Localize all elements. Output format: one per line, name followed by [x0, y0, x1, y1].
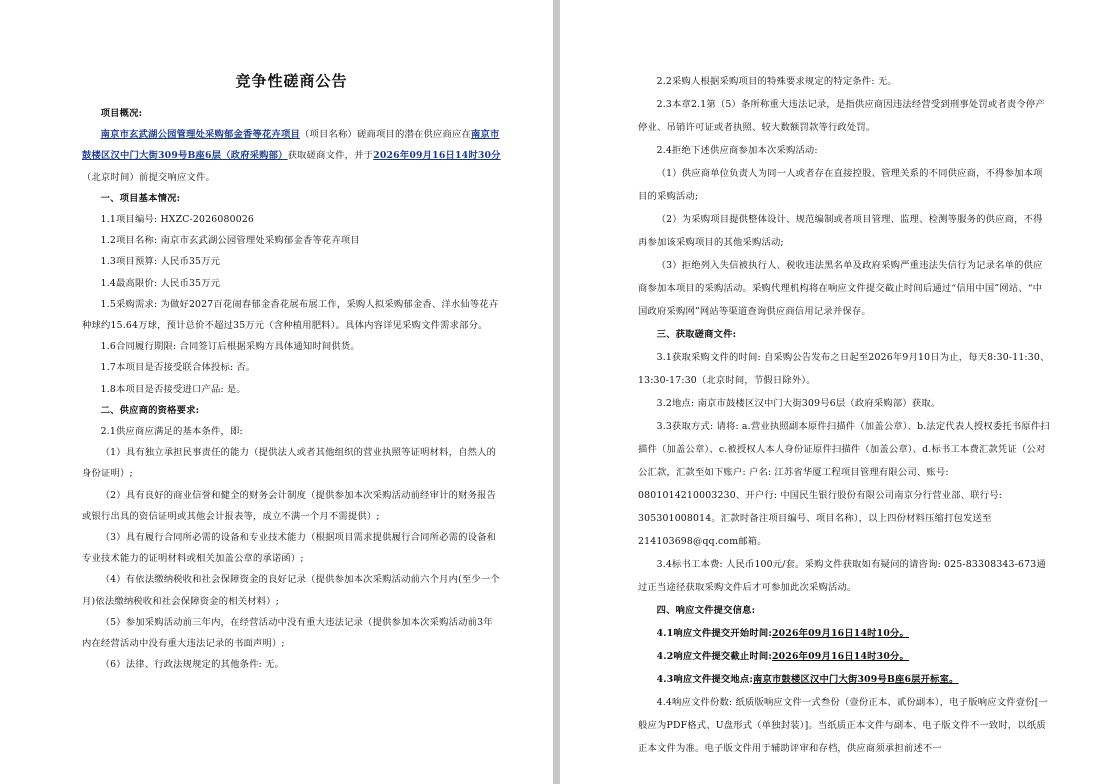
item-4-1-value: 2026年09月16日14时10分。	[771, 628, 909, 639]
item-2-1-6: （6）法律、行政法规规定的其他条件: 无。	[100, 659, 285, 671]
item-2-4-2: （2）为采购项目提供整体设计、规范编制或者项目管理、监理、检测等服务的供应商，不得再参加该采购项目的其他采购活动;	[638, 214, 1043, 248]
item-1-1: 1.1项目编号: HXZC-2026080026	[100, 214, 255, 226]
item-1-8: 1.8本项目是否接受进口产品: 是。	[100, 383, 246, 395]
section-2-heading: 二、供应商的资格要求:	[100, 404, 200, 416]
item-4-2	[638, 645, 1051, 668]
item-3-2: 3.2地点: 南京市鼓楼区汉中门大街309号6层（政府采购部）获取。	[656, 398, 941, 409]
item-1-4: 1.4最高限价: 人民币35万元	[100, 277, 221, 289]
item-4-1-label: 4.1响应文件提交开始时间:	[656, 628, 772, 639]
acquire-address: 南京市鼓楼区汉中门大街309号B座6层（政府采购部）	[82, 129, 500, 162]
item-1-7: 1.7本项目是否接受联合体投标: 否。	[100, 362, 256, 374]
item-1-3: 1.3项目预算: 人民币35万元	[100, 256, 221, 268]
item-4-1	[638, 622, 1051, 645]
item-3-4: 3.4标书工本费: 人民币100元/套。采购文件获取如有疑问的请咨询: 025-83308343-673通过正当途径获取采购文件后才可参加此次采购活动。	[638, 559, 1046, 593]
item-2-1-3: （3）具有履行合同所必需的设备和专业技术能力（根据项目需求提供履行合同所必需的设备和专业技术能力的证明材料或相关加盖公章的承诺函）;	[82, 532, 497, 565]
item-2-3: 2.3本章2.1第（5）条所称重大违法记录，是指供应商因违法经营受到刑事处罚或者责令停产停业、吊销许可证或者执照、较大数额罚款等行政处罚。	[638, 99, 1045, 133]
item-3-3: 3.3获取方式: 请将: a.营业执照副本原件扫描件（加盖公章）、b.法定代表人授权委托书原件扫描件（加盖公章）、c.被授权人本人身份证原件扫描件（加盖公章）、d.标书工本费汇款凭证（公对公汇款，汇款至如下账户: 户名: 江苏省华厦工程项目管理有限公司、账号: 0801014210003230、开户行: 中国民生银行股份有限公司南京分行营业部、联行号: 305301008014。汇款时备注项目编号、项目名称），以上四份材料压缩打包发送至214103698@qq.com邮箱。	[638, 421, 1050, 547]
item-4-3-value: 南京市鼓楼区汉中门大街309号B座6层开标室。	[752, 674, 959, 685]
item-4-2-label: 4.2响应文件提交截止时间:	[656, 651, 772, 662]
item-1-5: 1.5采购需求: 为做好2027百花闹春郁金香花展布展工作，采购人拟采购郁金香、洋水仙等花卉种球约15.64万球，预计总价不超过35万元（含种植用肥料）。具体内容详见采购文件需求部分。	[82, 298, 499, 332]
item-2-1-5: （5）参加采购活动前三年内，在经营活动中没有重大违法记录（提供参加本次采购活动前3年内在经营活动中没有重大违法记录的书面声明）;	[82, 616, 493, 650]
item-3-1: 3.1获取采购文件的时间: 自采购公告发布之日起至2026年9月10日为止，每天8:30-11:30、13:30-17:30（北京时间，节假日除外）。	[638, 352, 1050, 386]
intro-paragraph	[82, 124, 501, 188]
submission-deadline: 2026年09月16日14时30分	[373, 150, 501, 162]
item-1-2: 1.2项目名称: 南京市玄武湖公园管理处采购郁金香等花卉项目	[100, 235, 360, 247]
item-2-4-1: （1）供应商单位负责人为同一人或者存在直接控股、管理关系的不同供应商，不得参加本项目的采购活动;	[638, 168, 1043, 202]
item-4-3	[638, 668, 1051, 691]
item-2-4-3: （3）拒绝列入失信被执行人、税收违法黑名单及政府采购严重违法失信行为记录名单的供应商参加本项目的采购活动。采购代理机构将在响应文件提交截止时间后通过“信用中国”网站、“中国政府采购网”网站等渠道查询供应商信用记录并保存。	[638, 260, 1043, 317]
item-4-2-value: 2026年09月16日14时30分。	[771, 651, 909, 662]
item-4-3-label: 4.3响应文件提交地点:	[656, 674, 753, 685]
item-2-1-2: （2）具有良好的商业信誉和健全的财务会计制度（提供参加本次采购活动前经审计的财务报告或银行出具的资信证明或其他会计报表等，成立不满一个月不需提供）;	[82, 489, 497, 522]
item-2-1-4: （4）有依法缴纳税收和社会保障资金的良好记录（提供参加本次采购活动前六个月内(至少一个月)依法缴纳税收和社会保障资金的相关材料）;	[82, 574, 500, 607]
intro-text-2: 获取磋商文件，并于	[287, 150, 374, 162]
section-1-heading: 一、项目基本情况:	[100, 192, 181, 204]
project-name: 南京市玄武湖公园管理处采购郁金香等花卉项目	[100, 129, 301, 141]
item-2-1: 2.1供应商应满足的基本条件，即:	[100, 426, 243, 438]
document-title: 竞争性磋商公告	[235, 72, 348, 90]
document-page-right	[560, 0, 1113, 784]
document-page-left	[0, 0, 553, 784]
overview-label: 项目概况:	[100, 108, 143, 119]
intro-text-1: （项目名称）磋商项目的潜在供应商应在	[300, 129, 471, 141]
item-2-2: 2.2采购人根据采购项目的特殊要求规定的特定条件: 无。	[656, 76, 897, 87]
item-2-1-1: （1）具有独立承担民事责任的能力（提供法人或者其他组织的营业执照等证明材料，自然人的身份证明）;	[82, 447, 497, 480]
item-4-4: 4.4响应文件份数: 纸质版响应文件一式叁份（壹份正本、贰份副本），电子版响应文件壹份[一般应为PDF格式、U盘形式（单独封装）]。当纸质正本文件与副本、电子版文件不一致时，以纸质正本文件为准。电子版文件用于辅助评审和存档，供应商须承担前述不一	[638, 697, 1049, 754]
item-2-4: 2.4拒绝下述供应商参加本次采购活动:	[656, 145, 818, 156]
section-3-heading: 三、获取磋商文件:	[656, 329, 737, 340]
item-1-6: 1.6合同履行期限: 合同签订后根据采购方具体通知时间供货。	[100, 341, 360, 353]
intro-text-3: （北京时间）前提交响应文件。	[82, 171, 215, 183]
section-4-heading: 四、响应文件提交信息:	[656, 605, 756, 616]
